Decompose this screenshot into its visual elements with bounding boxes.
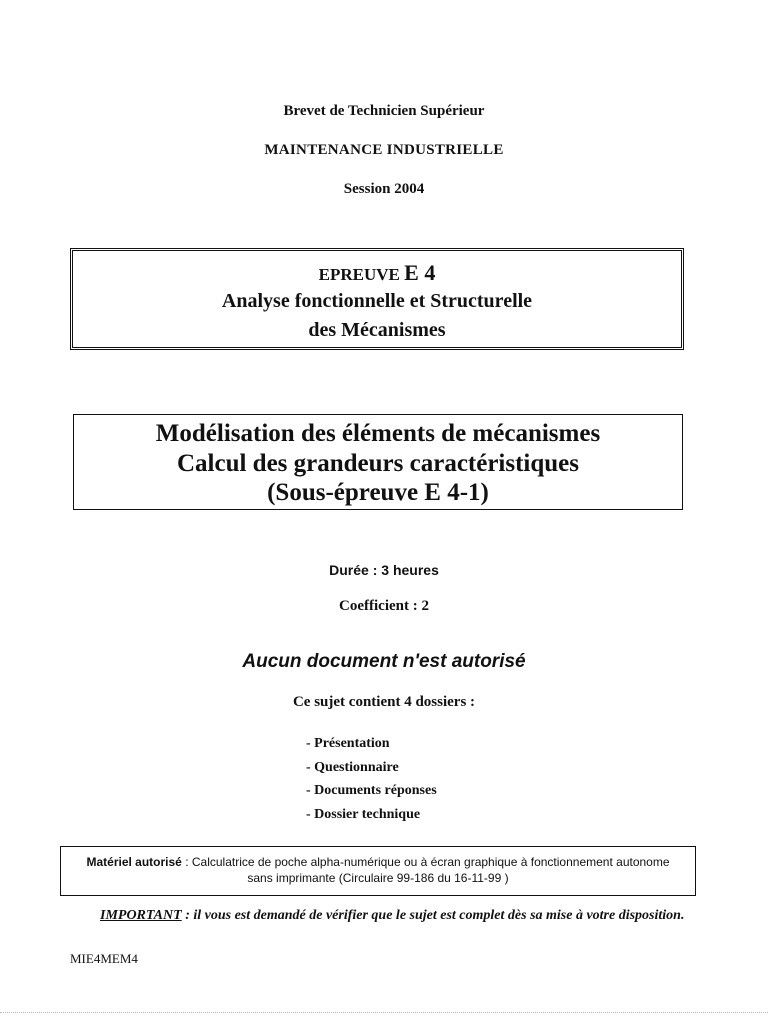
- sous-epreuve-title-line3: (Sous-épreuve E 4-1): [267, 479, 489, 506]
- materiel-line1: [61, 855, 695, 869]
- materiel-line2: sans imprimante (Circulaire 99-186 du 16-11-99 ): [247, 871, 509, 885]
- epreuve-box: [70, 248, 684, 350]
- dossier-item: - Documents réponses: [306, 783, 437, 798]
- header-specialty: MAINTENANCE INDUSTRIELLE: [264, 142, 504, 158]
- epreuve-title-line1: Analyse fonctionnelle et Structurelle: [221, 290, 533, 312]
- sous-epreuve-box: [73, 414, 683, 510]
- epreuve-heading: [73, 260, 681, 286]
- coefficient: Coefficient : 2: [339, 598, 429, 614]
- dossier-count: Ce sujet contient 4 dossiers :: [292, 694, 476, 710]
- materiel-label: Matériel autorisé: [86, 855, 182, 869]
- sous-epreuve-title-line1: Modélisation des éléments de mécanismes: [155, 420, 601, 447]
- document-code: MIE4MEM4: [70, 951, 138, 966]
- important-label: IMPORTANT: [100, 908, 182, 923]
- important-text: : il vous est demandé de vérifier que le sujet est complet dès sa mise à votre disposition.: [181, 908, 685, 923]
- dossier-item: - Présentation: [306, 736, 390, 751]
- dossier-item: - Questionnaire: [306, 760, 399, 775]
- header-diploma: Brevet de Technicien Supérieur: [283, 103, 485, 119]
- important-notice: [100, 908, 684, 924]
- no-document-notice: Aucun document n'est autorisé: [242, 651, 526, 672]
- header-session: Session 2004: [343, 181, 425, 197]
- page-bottom-divider: [0, 1012, 768, 1013]
- epreuve-title-line2: des Mécanismes: [308, 319, 446, 341]
- materiel-text1: : Calculatrice de poche alpha-numérique ou à écran graphique à fonctionnement autonome: [181, 855, 670, 869]
- materiel-box: [60, 846, 696, 896]
- epreuve-code: E 4: [404, 260, 436, 285]
- dossier-item: - Dossier technique: [306, 807, 421, 822]
- epreuve-prefix: EPREUVE: [318, 265, 400, 284]
- duration: Durée : 3 heures: [329, 562, 439, 578]
- sous-epreuve-title-line2: Calcul des grandeurs caractéristiques: [176, 450, 580, 477]
